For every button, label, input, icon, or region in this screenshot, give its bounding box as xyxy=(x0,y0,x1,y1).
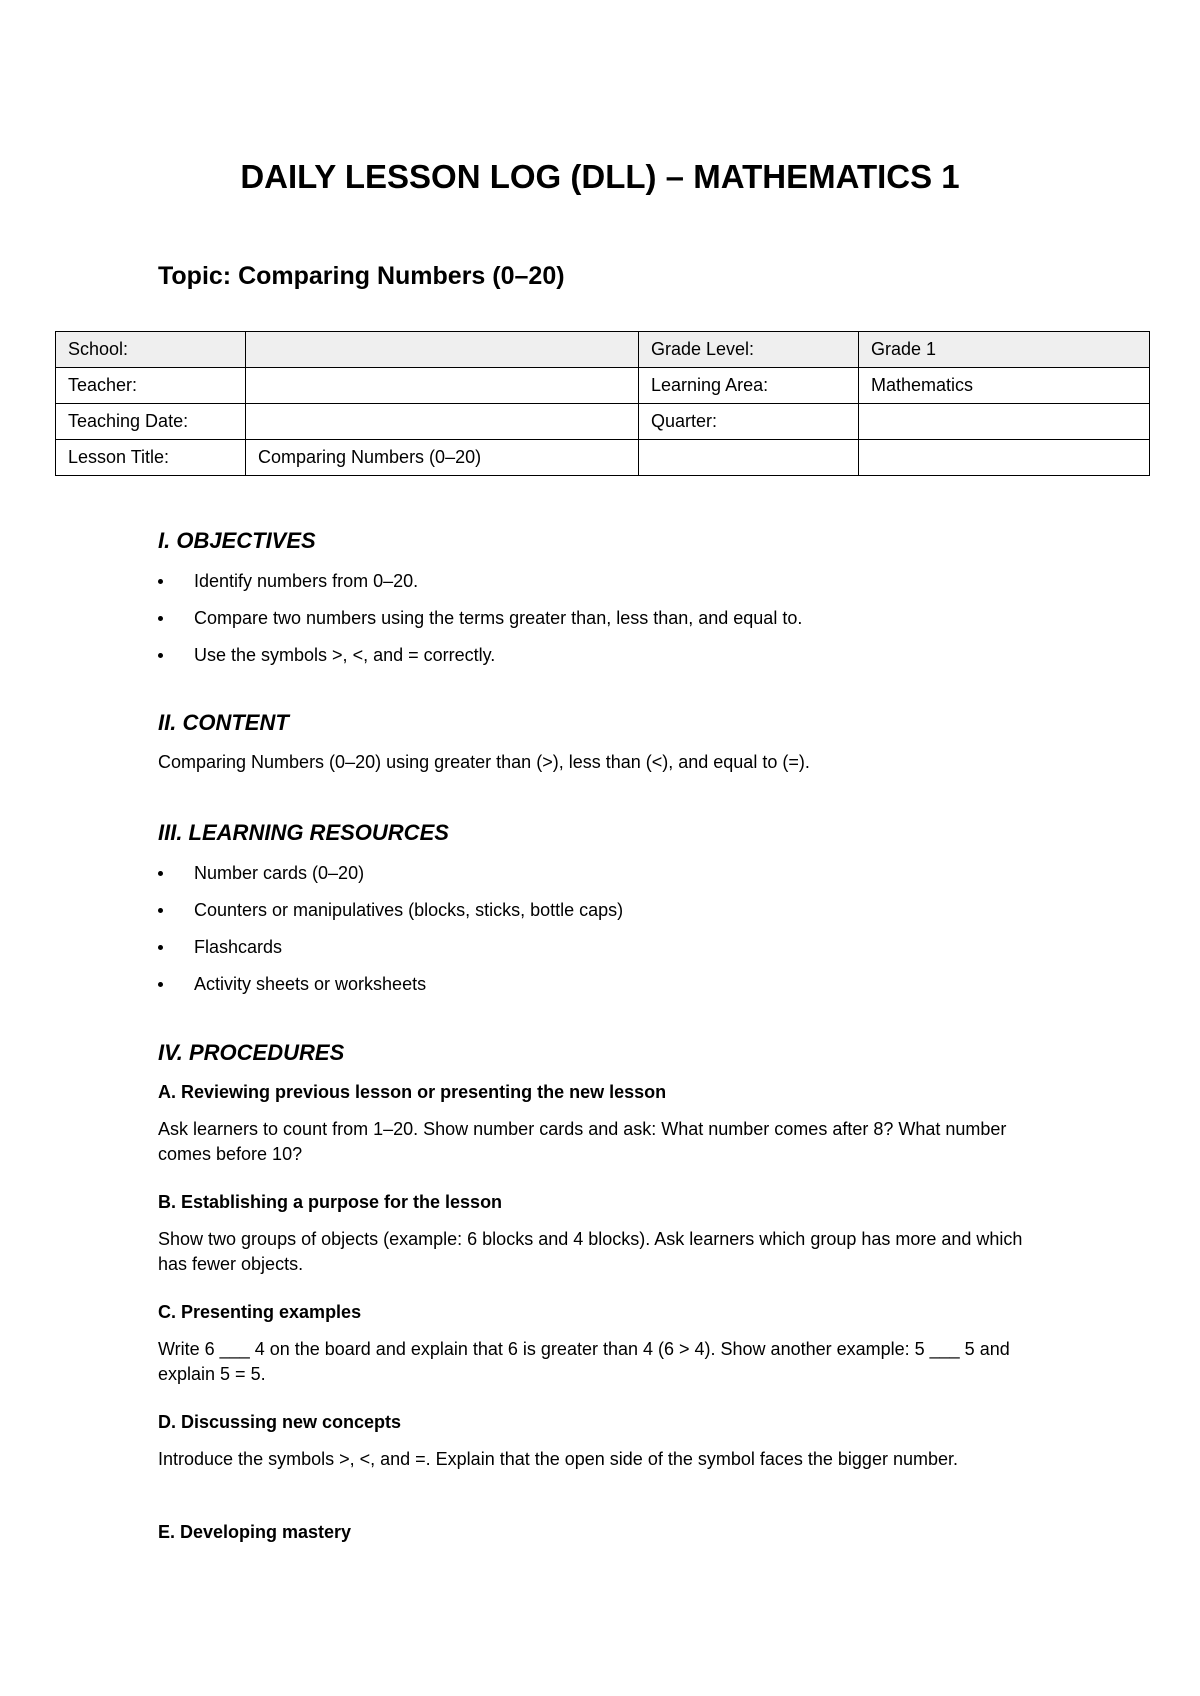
table-row xyxy=(56,404,1150,440)
table-cell xyxy=(859,440,1150,476)
procedure-step-title: D. Discussing new concepts xyxy=(158,1412,402,1432)
table-row xyxy=(56,440,1150,476)
content-heading: II. CONTENT xyxy=(158,710,289,735)
list-item: Identify numbers from 0–20. xyxy=(158,570,1048,607)
list-item: Activity sheets or worksheets xyxy=(158,973,1048,1010)
objectives-list xyxy=(158,570,1048,681)
procedure-step xyxy=(158,1082,1048,1103)
table-cell: Grade 1 xyxy=(859,332,1150,368)
procedure-step xyxy=(158,1302,1048,1323)
table-cell: Lesson Title: xyxy=(56,440,246,476)
procedure-step xyxy=(158,1412,1048,1433)
table-cell: Mathematics xyxy=(859,368,1150,404)
procedures-heading: IV. PROCEDURES xyxy=(158,1040,345,1065)
table-cell xyxy=(246,332,639,368)
content-text-wrap xyxy=(158,750,1048,775)
topic-heading: Topic: Comparing Numbers (0–20) xyxy=(158,262,565,290)
procedure-step-title: B. Establishing a purpose for the lesson xyxy=(158,1192,503,1212)
list-item: Counters or manipulatives (blocks, sticks, bottle caps) xyxy=(158,899,1048,936)
table-row xyxy=(56,332,1150,368)
procedure-step-title: C. Presenting examples xyxy=(158,1302,362,1322)
table-cell: Quarter: xyxy=(639,404,859,440)
table-cell: Learning Area: xyxy=(639,368,859,404)
bullet-icon xyxy=(158,653,163,658)
document-title: DAILY LESSON LOG (DLL) – MATHEMATICS 1 xyxy=(240,158,960,195)
content-section xyxy=(158,710,1048,736)
table-cell: Grade Level: xyxy=(639,332,859,368)
objectives-section xyxy=(158,528,1048,554)
list-item: Use the symbols >, <, and = correctly. xyxy=(158,644,1048,681)
resources-heading: III. LEARNING RESOURCES xyxy=(158,820,449,845)
table-cell xyxy=(639,440,859,476)
objectives-list-wrap xyxy=(158,570,1048,681)
bullet-icon xyxy=(158,616,163,621)
table-cell: Comparing Numbers (0–20) xyxy=(246,440,639,476)
list-item: Flashcards xyxy=(158,936,1048,973)
table-cell: Teaching Date: xyxy=(56,404,246,440)
bullet-icon xyxy=(158,982,163,987)
table-cell xyxy=(246,404,639,440)
procedure-step-title: A. Reviewing previous lesson or presenting the new lesson xyxy=(158,1082,667,1102)
resources-list-wrap xyxy=(158,862,1048,1010)
resources-section xyxy=(158,820,1048,846)
procedure-step-body xyxy=(158,1117,1048,1167)
bullet-icon xyxy=(158,871,163,876)
bullet-icon xyxy=(158,945,163,950)
table-cell xyxy=(246,368,639,404)
table-cell xyxy=(859,404,1150,440)
procedure-step-text: Introduce the symbols >, <, and =. Explain that the open side of the symbol faces the bigger number. xyxy=(158,1449,958,1469)
procedure-step-body xyxy=(158,1337,1048,1387)
procedure-step-body xyxy=(158,1447,1048,1472)
list-item: Number cards (0–20) xyxy=(158,862,1048,899)
content-text: Comparing Numbers (0–20) using greater than (>), less than (<), and equal to (=). xyxy=(158,752,810,772)
resources-list xyxy=(158,862,1048,1010)
procedure-step-text: Show two groups of objects (example: 6 blocks and 4 blocks). Ask learners which group has more and which has fewer objects. xyxy=(158,1229,1023,1274)
bullet-icon xyxy=(158,908,163,913)
procedure-step-text: Write 6 ___ 4 on the board and explain that 6 is greater than 4 (6 > 4). Show another example: 5 ___ 5 and explain 5 = 5. xyxy=(158,1339,1010,1384)
procedure-step xyxy=(158,1522,1048,1543)
bullet-icon xyxy=(158,579,163,584)
objectives-heading: I. OBJECTIVES xyxy=(158,528,316,553)
procedure-step-text: Ask learners to count from 1–20. Show number cards and ask: What number comes after 8? What number comes before 10? xyxy=(158,1119,1007,1164)
procedures-section xyxy=(158,1040,1048,1066)
lesson-info-table xyxy=(55,331,1150,476)
procedure-step-title: E. Developing mastery xyxy=(158,1522,352,1542)
procedure-step-body xyxy=(158,1227,1048,1277)
table-cell: School: xyxy=(56,332,246,368)
table-cell: Teacher: xyxy=(56,368,246,404)
list-item: Compare two numbers using the terms greater than, less than, and equal to. xyxy=(158,607,1048,644)
table-row xyxy=(56,368,1150,404)
procedure-step xyxy=(158,1192,1048,1213)
